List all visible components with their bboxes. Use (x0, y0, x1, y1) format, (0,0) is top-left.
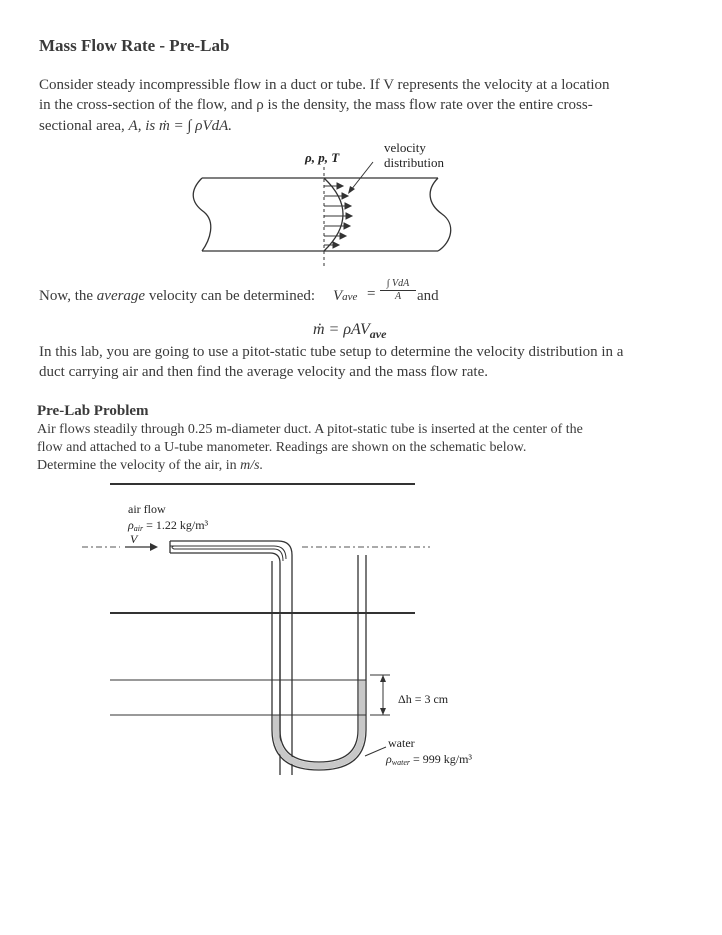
avg-word: average (96, 288, 146, 304)
pitot-manometer-figure (70, 475, 510, 775)
mass-flow-integral: is ṁ = ∫ ρVdA. (141, 118, 233, 134)
lab-line-2: duct carrying air and then find the average velocity and the mass flow rate. (39, 364, 488, 380)
velocity-label: velocity (384, 140, 426, 155)
prelab-line-1: Air flows steadily through 0.25 m-diameter duct. A pitot-static tube is inserted at the center of the (37, 422, 583, 437)
rho-air-label: ρair = 1.22 kg/m³ (128, 518, 209, 533)
intro-line-3 (39, 116, 232, 136)
rho-water-label: ρwater = 999 kg/m³ (386, 752, 473, 767)
lab-line-1: In this lab, you are going to use a pitot-static tube setup to determine the velocity distribution in a (39, 344, 624, 360)
intro-line-3-text: sectional area, (39, 118, 129, 134)
prelab-line-3-text: Determine the velocity of the air, in (37, 458, 241, 473)
prelab-unit: m/s. (240, 458, 264, 473)
v-subscript: ave (342, 291, 358, 303)
fraction (380, 278, 416, 302)
mass-flow-subscript: ave (369, 327, 387, 341)
prelab-line-3 (37, 456, 263, 475)
prelab-line-2: flow and attached to a U-tube manometer. Readings are shown on the schematic below. (37, 440, 527, 455)
distribution-label: distribution (384, 155, 444, 170)
delta-h-label: Δh = 3 cm (398, 692, 449, 706)
page-title: Mass Flow Rate - Pre-Lab (39, 36, 230, 55)
area-symbol: A, (128, 118, 142, 134)
mass-flow-lhs: ṁ = ρAV (313, 321, 370, 338)
fraction-numerator: ∫ VdA (380, 278, 416, 291)
mass-flow-equation (313, 321, 386, 339)
avg-prefix: Now, the (39, 288, 97, 304)
equals-sign: = (367, 286, 376, 302)
fraction-denominator: A (394, 291, 402, 302)
avg-suffix: velocity can be determined: (145, 288, 316, 304)
average-velocity-text (39, 286, 315, 306)
v-symbol: V (333, 288, 343, 304)
v-ave-symbol (333, 288, 357, 305)
velocity-symbol: V (130, 532, 138, 546)
fluid-properties-label: ρ, p, T (305, 150, 340, 165)
and-word: and (417, 288, 439, 304)
u-tube-manometer (272, 555, 366, 770)
prelab-heading: Pre-Lab Problem (37, 403, 149, 419)
air-flow-label: air flow (128, 502, 166, 516)
velocity-distribution-figure (190, 140, 480, 275)
intro-line-1: Consider steady incompressible flow in a duct or tube. If V represents the velocity at a location (39, 77, 610, 93)
water-label: water (388, 736, 415, 750)
intro-line-2: in the cross-section of the flow, and ρ is the density, the mass flow rate over the entire cross- (39, 97, 593, 113)
